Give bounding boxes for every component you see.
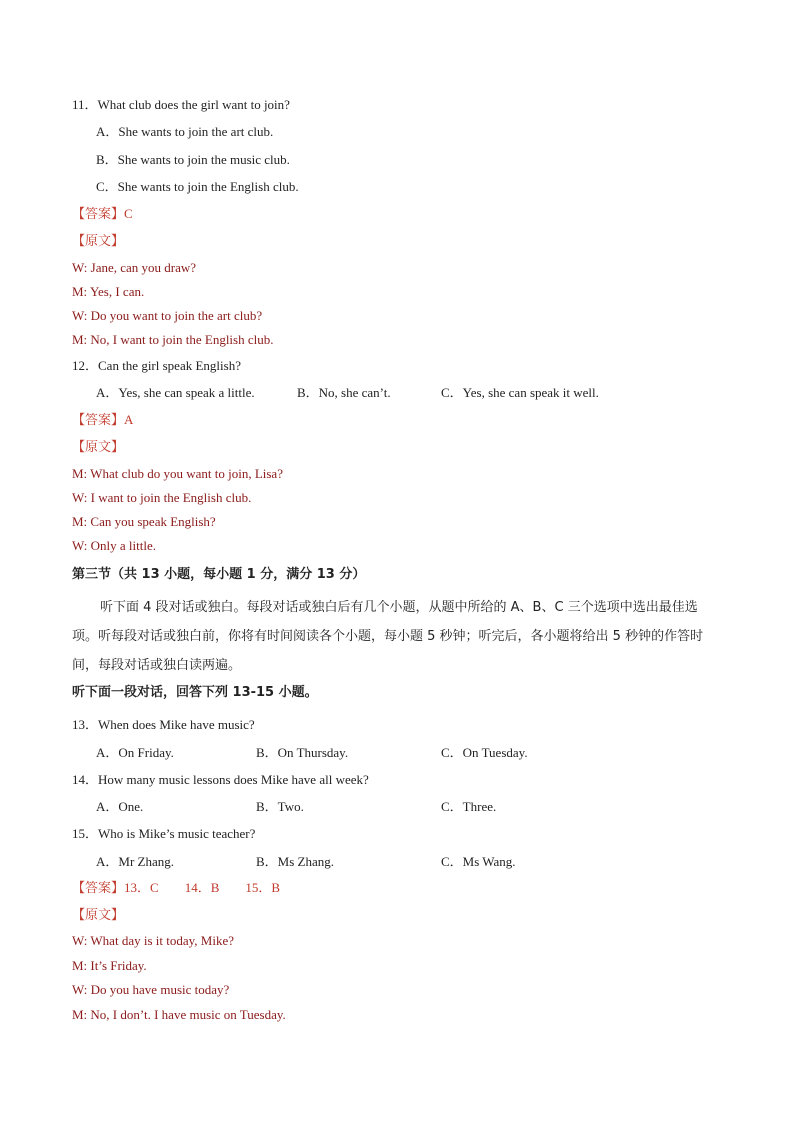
answer-15: 15．B: [245, 880, 281, 895]
q11-option-c: C．She wants to join the English club.: [96, 179, 299, 194]
answer-value: C: [124, 206, 133, 221]
transcript-label-13-15: [72, 907, 124, 924]
q13-option-c: C．On Tuesday.: [441, 745, 528, 760]
question-15: 15．Who is Mike’s music teacher?: [72, 826, 256, 841]
transcript-12-line-3: M: Can you speak English?: [72, 514, 216, 529]
q11-option-a: A．She wants to join the art club.: [96, 124, 274, 139]
q15-option-a: A．Mr Zhang.: [96, 854, 174, 869]
q13-option-b: B．On Thursday.: [256, 745, 349, 760]
transcript-13-line-3: W: Do you have music today?: [72, 982, 230, 997]
transcript-11-line-3: W: Do you want to join the art club?: [72, 308, 263, 323]
transcript-label: 【原文】: [72, 908, 125, 923]
q14-option-a: A．One.: [96, 799, 144, 814]
section-3-title: 第三节（共 13 小题，每小题 1 分，满分 13 分）: [72, 567, 366, 582]
answer-13-15: [72, 880, 280, 897]
transcript-13-line-4: M: No, I don’t. I have music on Tuesday.: [72, 1007, 286, 1022]
transcript-label: 【原文】: [72, 440, 125, 455]
q14-option-b: B．Two.: [256, 799, 304, 814]
answer-label: 【答案】: [72, 881, 125, 896]
answer-12: [72, 412, 133, 429]
transcript-12-line-1: M: What club do you want to join, Lisa?: [72, 466, 283, 481]
transcript-label: 【原文】: [72, 234, 125, 249]
answer-label: 【答案】: [72, 207, 125, 222]
q12-option-c: C．Yes, she can speak it well.: [441, 385, 599, 400]
question-13: 13．When does Mike have music?: [72, 717, 255, 732]
answer-value: A: [124, 412, 134, 427]
transcript-12-line-2: W: I want to join the English club.: [72, 490, 252, 505]
answer-13: 13．C: [124, 880, 159, 895]
transcript-11-line-1: W: Jane, can you draw?: [72, 260, 197, 275]
transcript-label-11: [72, 233, 124, 250]
q13-option-a: A．On Friday.: [96, 745, 174, 760]
transcript-13-line-2: M: It’s Friday.: [72, 958, 147, 973]
transcript-11-line-2: M: Yes, I can.: [72, 284, 145, 299]
section-3-subheading: 听下面一段对话，回答下列 13-15 小题。: [72, 685, 318, 700]
q15-option-c: C．Ms Wang.: [441, 854, 516, 869]
transcript-11-line-4: M: No, I want to join the English club.: [72, 332, 274, 347]
section-3-instructions: 听下面 4 段对话或独白。每段对话或独白后有几个小题，从题中所给的 A、B、C 三个选项中选出最佳选项。听每段对话或独白前，你将有时间阅读各个小题，每小题 5 秒钟；听完后，各小题将给出 5 秒钟的作答时间，每段对话或独白读两遍。: [72, 600, 704, 673]
q14-option-c: C．Three.: [441, 799, 497, 814]
question-12: 12．Can the girl speak English?: [72, 358, 241, 373]
question-11: 11．What club does the girl want to join?: [72, 97, 290, 112]
answer-14: 14．B: [184, 880, 220, 895]
transcript-13-line-1: W: What day is it today, Mike?: [72, 933, 234, 948]
q12-option-a: A．Yes, she can speak a little.: [96, 385, 255, 400]
q12-option-b: B．No, she can’t.: [297, 385, 391, 400]
q15-option-b: B．Ms Zhang.: [256, 854, 335, 869]
question-14: 14．How many music lessons does Mike have all week?: [72, 772, 369, 787]
answer-label: 【答案】: [72, 413, 125, 428]
transcript-label-12: [72, 439, 124, 456]
transcript-12-line-4: W: Only a little.: [72, 538, 156, 553]
answer-11: [72, 206, 133, 223]
q11-option-b: B．She wants to join the music club.: [96, 152, 290, 167]
